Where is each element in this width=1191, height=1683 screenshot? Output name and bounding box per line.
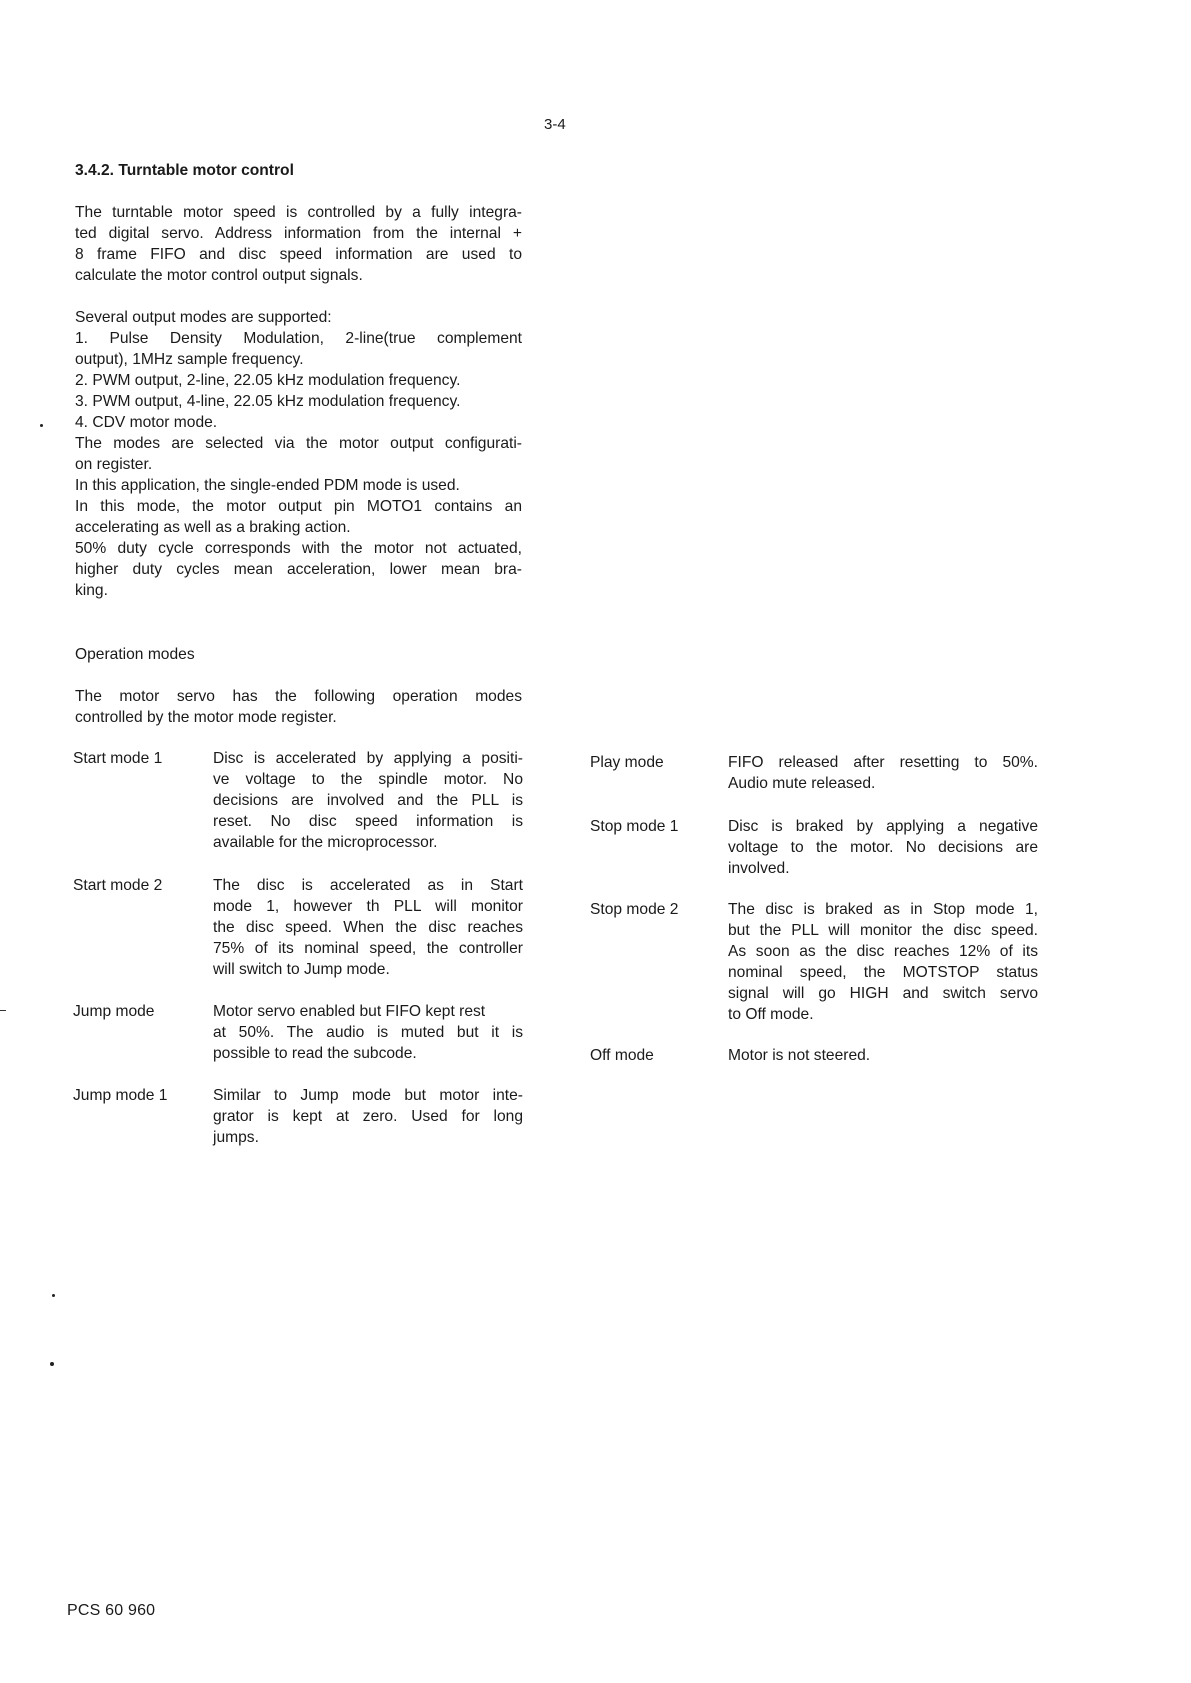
text-line: involved. (728, 860, 790, 877)
text-line: decisions are involved and the PLL is (213, 792, 523, 809)
mode-name: Start mode 1 (73, 750, 163, 767)
intro-paragraph (75, 202, 522, 286)
text-line: 2. PWM output, 2-line, 22.05 kHz modulation frequency. (75, 372, 461, 389)
text-line: 8 frame FIFO and disc speed information are used to (75, 246, 522, 263)
mode-name: Jump mode (73, 1003, 155, 1020)
text-line: nominal speed, the MOTSTOP status (728, 964, 1038, 981)
text-line: 75% of its nominal speed, the controller (213, 940, 523, 957)
page-number: 3-4 (544, 116, 566, 133)
text-line: at 50%. The audio is muted but it is (213, 1024, 523, 1041)
text-line: 3. PWM output, 4-line, 22.05 kHz modulation frequency. (75, 393, 461, 410)
scan-mark (0, 1010, 6, 1011)
text-line: available for the microprocessor. (213, 834, 438, 851)
text-line: the disc speed. When the disc reaches (213, 919, 523, 936)
text-line: The turntable motor speed is controlled by a fully integra- (75, 204, 522, 221)
mode-description (213, 1001, 523, 1064)
operation-modes-heading: Operation modes (75, 646, 195, 663)
text-line: Motor servo enabled but FIFO kept rest (213, 1003, 486, 1020)
text-line: 4. CDV motor mode. (75, 414, 218, 431)
text-line: Disc is braked by applying a negative (728, 818, 1038, 835)
text-line: higher duty cycles mean acceleration, lower mean bra- (75, 561, 522, 578)
text-line: jumps. (213, 1129, 259, 1146)
text-line: In this mode, the motor output pin MOTO1 contains an (75, 498, 522, 515)
document-footer-code: PCS 60 960 (67, 1602, 156, 1619)
text-line: Similar to Jump mode but motor inte- (213, 1087, 523, 1104)
text-line: ve voltage to the spindle motor. No (213, 771, 523, 788)
mode-name: Stop mode 1 (590, 818, 679, 835)
text-line: ted digital servo. Address information from the internal + (75, 225, 522, 242)
text-line: king. (75, 582, 108, 599)
text-line: In this application, the single-ended PDM mode is used. (75, 477, 460, 494)
text-line: mode 1, however th PLL will monitor (213, 898, 523, 915)
mode-name: Start mode 2 (73, 877, 163, 894)
mode-description (728, 1045, 1038, 1066)
text-line: output), 1MHz sample frequency. (75, 351, 304, 368)
text-line: As soon as the disc reaches 12% of its (728, 943, 1038, 960)
text-line: to Off mode. (728, 1006, 814, 1023)
mode-description (213, 1085, 523, 1148)
text-line: The disc is braked as in Stop mode 1, (728, 901, 1038, 918)
text-line: controlled by the motor mode register. (75, 709, 337, 726)
text-line: Audio mute released. (728, 775, 876, 792)
text-line: voltage to the motor. No decisions are (728, 839, 1038, 856)
mode-name: Stop mode 2 (590, 901, 679, 918)
mode-name: Jump mode 1 (73, 1087, 168, 1104)
text-line: reset. No disc speed information is (213, 813, 523, 830)
text-line: 1. Pulse Density Modulation, 2-line(true complement (75, 330, 522, 347)
text-line: accelerating as well as a braking action. (75, 519, 351, 536)
scan-speck (40, 424, 43, 427)
text-line: Motor is not steered. (728, 1047, 871, 1064)
mode-name: Off mode (590, 1047, 654, 1064)
text-line: on register. (75, 456, 153, 473)
mode-description (728, 816, 1038, 879)
text-line: The disc is accelerated as in Start (213, 877, 523, 894)
scan-speck (50, 1362, 54, 1366)
section-title: 3.4.2. Turntable motor control (75, 162, 294, 179)
text-line: grator is kept at zero. Used for long (213, 1108, 523, 1125)
mode-name: Play mode (590, 754, 664, 771)
text-line: FIFO released after resetting to 50%. (728, 754, 1038, 771)
text-line: Several output modes are supported: (75, 309, 332, 326)
mode-description (213, 748, 523, 853)
text-line: calculate the motor control output signals. (75, 267, 363, 284)
scan-speck (52, 1294, 55, 1297)
mode-description (728, 899, 1038, 1025)
mode-description (728, 752, 1038, 794)
mode-description (213, 875, 523, 980)
output-modes-paragraph (75, 307, 522, 601)
operation-intro-paragraph (75, 686, 522, 728)
text-line: signal will go HIGH and switch servo (728, 985, 1038, 1002)
text-line: possible to read the subcode. (213, 1045, 417, 1062)
text-line: The modes are selected via the motor output configurati- (75, 435, 522, 452)
text-line: 50% duty cycle corresponds with the motor not actuated, (75, 540, 522, 557)
text-line: but the PLL will monitor the disc speed. (728, 922, 1038, 939)
text-line: Disc is accelerated by applying a positi- (213, 750, 523, 767)
text-line: The motor servo has the following operation modes (75, 688, 522, 705)
text-line: will switch to Jump mode. (213, 961, 390, 978)
